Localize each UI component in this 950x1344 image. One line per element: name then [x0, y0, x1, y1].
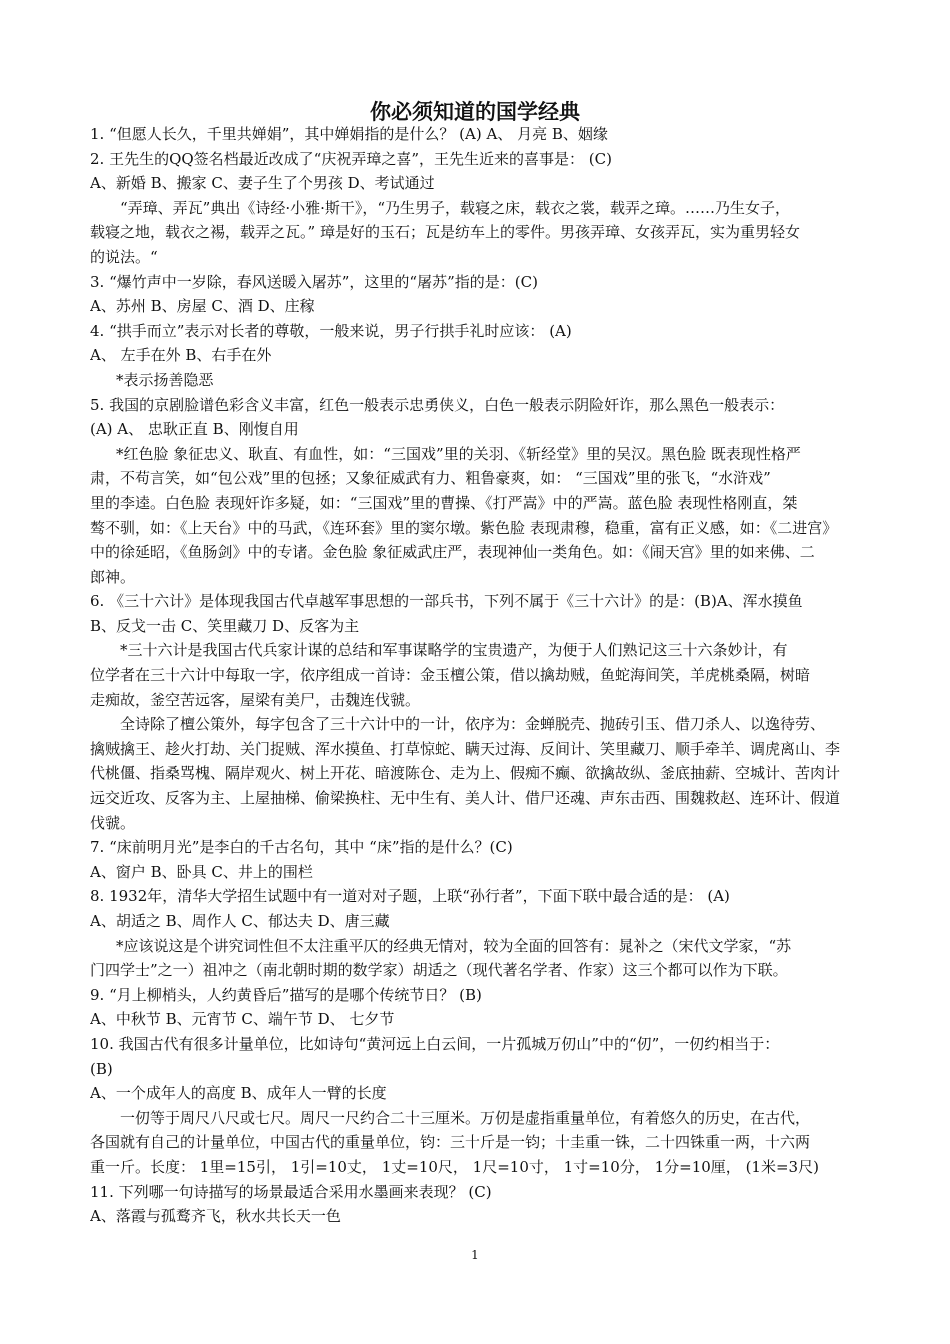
text-line: 伐虢。	[90, 813, 136, 832]
page-number: 1	[471, 1248, 479, 1262]
text-line: 2. 王先生的QQ签名档最近改成了“庆祝弄璋之喜”，王先生近来的喜事是： (C)	[90, 149, 612, 168]
text-line: 的说法。“	[90, 247, 158, 266]
text-line: 走痴故，釜空苦远客，屋梁有美尸，击魏连伐虢。	[90, 690, 421, 709]
text-line: 1. “但愿人长久，千里共婵娟”，其中婵娟指的是什么？ (A) A、 月亮 B、姻缘	[90, 125, 608, 143]
text-line: A、 左手在外 B、右手在外	[90, 346, 272, 365]
text-line: *三十六计是我国古代兵家计谋的总结和军事谋略学的宝贵遗产，为便于人们熟记这三十六条妙计，有	[120, 641, 788, 660]
text-line: A、落霞与孤鹜齐飞，秋水共长天一色	[90, 1207, 341, 1226]
text-line: 中的徐延昭，《鱼肠剑》中的专诸。金色脸 象征威武庄严，表现神仙一类角色。如：《闹天宫》里的如来佛、二	[90, 543, 815, 562]
text-line: 门四学士”之一）祖冲之（南北朝时期的数学家）胡适之（现代著名学者、作家）这三个都可以作为下联。	[90, 961, 788, 980]
text-line: A、中秋节 B、元宵节 C、端午节 D、 七夕节	[90, 1010, 395, 1029]
text-line: 一仞等于周尺八尺或七尺。周尺一尺约合二十三厘米。万仞是虚指重量单位，有着悠久的历史，在古代，	[120, 1108, 811, 1127]
text-line: 6. 《三十六计》是体现我国古代卓越军事思想的一部兵书，下列不属于《三十六计》的是：(B)A、浑水摸鱼	[90, 592, 803, 611]
text-line: 8. 1932年，清华大学招生试题中有一道对对子题，上联“孙行者”，下面下联中最合适的是： (A)	[90, 887, 730, 906]
text-line: B、反戈一击 C、笑里藏刀 D、反客为主	[90, 616, 360, 635]
text-line: (B)	[90, 1059, 113, 1078]
text-line: 全诗除了檀公策外，每字包含了三十六计中的一计，依序为：金蝉脱壳、抛砖引玉、借刀杀人、以逸待劳、	[120, 715, 826, 734]
document-body	[90, 122, 862, 1229]
text-line: *红色脸 象征忠义、耿直、有血性，如：“三国戏”里的关羽、《斩经堂》里的吴汉。黑色脸 既表现性格严	[116, 444, 801, 463]
text-line: 郎神。	[90, 567, 136, 586]
text-line: 5. 我国的京剧脸谱色彩含义丰富，红色一般表示忠勇侠义，白色一般表示阴险奸诈，那么黑色一般表示：	[90, 395, 785, 414]
text-line: 远交近攻、反客为主、上屋抽梯、偷梁换柱、无中生有、美人计、借尸还魂、声东击西、围魏救赵、连环计、假道	[90, 789, 841, 808]
text-line: 各国就有自己的计量单位，中国古代的重量单位，钧：三十斤是一钧；十圭重一铢，二十四铢重一两，十六两	[90, 1133, 811, 1152]
text-line: 9. “月上柳梢头，人约黄昏后”描写的是哪个传统节日？ (B)	[90, 985, 482, 1004]
text-line: 11. 下列哪一句诗描写的场景最适合采用水墨画来表现？ (C)	[90, 1182, 492, 1201]
text-line: A、苏州 B、房屋 C、酒 D、庄稼	[90, 297, 315, 316]
text-line: 载寝之地，载衣之裼，载弄之瓦。” 璋是好的玉石；瓦是纺车上的零件。男孩弄璋、女孩弄瓦，实为重男轻女	[90, 223, 800, 242]
text-line: 7. “床前明月光”是李白的千古名句，其中 “床”指的是什么？(C)	[90, 838, 513, 857]
text-line: A、胡适之 B、周作人 C、郁达夫 D、唐三藏	[90, 912, 390, 930]
text-line: “弄璋、弄瓦”典出《诗经·小雅·斯干》，“乃生男子，载寝之床，载衣之裳，载弄之璋。……乃生女子，	[120, 198, 791, 217]
page-title: 你必须知道的国学经典	[370, 100, 580, 124]
text-line: 4. “拱手而立”表示对长者的尊敬，一般来说，男子行拱手礼时应该： (A)	[90, 321, 572, 340]
text-line: 擒贼擒王、趁火打劫、关门捉贼、浑水摸鱼、打草惊蛇、瞒天过海、反间计、笑里藏刀、顺手牵羊、调虎离山、李	[90, 739, 841, 758]
text-line: 位学者在三十六计中每取一字，依序组成一首诗：金玉檀公策，借以擒劫贼，鱼蛇海间笑，羊虎桃桑隔，树暗	[90, 666, 811, 685]
text-line: A、一个成年人的高度 B、成年人一臂的长度	[90, 1084, 387, 1103]
text-line: 代桃僵、指桑骂槐、隔岸观火、树上开花、暗渡陈仓、走为上、假痴不癫、欲擒故纵、釜底抽薪、空城计、苦肉计	[90, 764, 841, 783]
text-line: 肃，不苟言笑，如“包公戏”里的包拯；又象征威武有力、粗鲁豪爽，如： “三国戏”里的张飞，“水浒戏”	[90, 469, 771, 488]
text-line: 骜不驯，如：《上天台》中的马武，《连环套》里的窦尔墩。紫色脸 表现肃穆，稳重，富有正义感，如：《二进宫》	[90, 518, 838, 537]
text-line: 3. “爆竹声中一岁除，春风送暖入屠苏”，这里的“屠苏”指的是：(C)	[90, 272, 538, 291]
text-line: (A) A、 忠耿正直 B、刚愎自用	[90, 420, 299, 439]
text-line: *表示扬善隐恶	[116, 370, 214, 389]
text-line: 10. 我国古代有很多计量单位，比如诗句“黄河远上白云间，一片孤城万仞山”中的“仞”，一仞约相当于：	[90, 1034, 780, 1053]
text-line: 里的李逵。白色脸 表现奸诈多疑，如：“三国戏”里的曹操、《打严嵩》中的严嵩。蓝色脸 表现性格刚直，桀	[90, 493, 798, 512]
text-line: *应该说这是个讲究词性但不太注重平仄的经典无情对，较为全面的回答有：晁补之（宋代文学家，“苏	[116, 936, 792, 955]
text-line: A、新婚 B、搬家 C、妻子生了个男孩 D、考试通过	[90, 174, 435, 193]
text-line: 重一斤。长度： 1里=15引， 1引=10丈， 1丈=10尺， 1尺=10寸， 1寸=10分， 1分=10厘， (1米=3尺)	[90, 1157, 819, 1176]
text-line: A、窗户 B、卧具 C、井上的围栏	[90, 862, 313, 881]
